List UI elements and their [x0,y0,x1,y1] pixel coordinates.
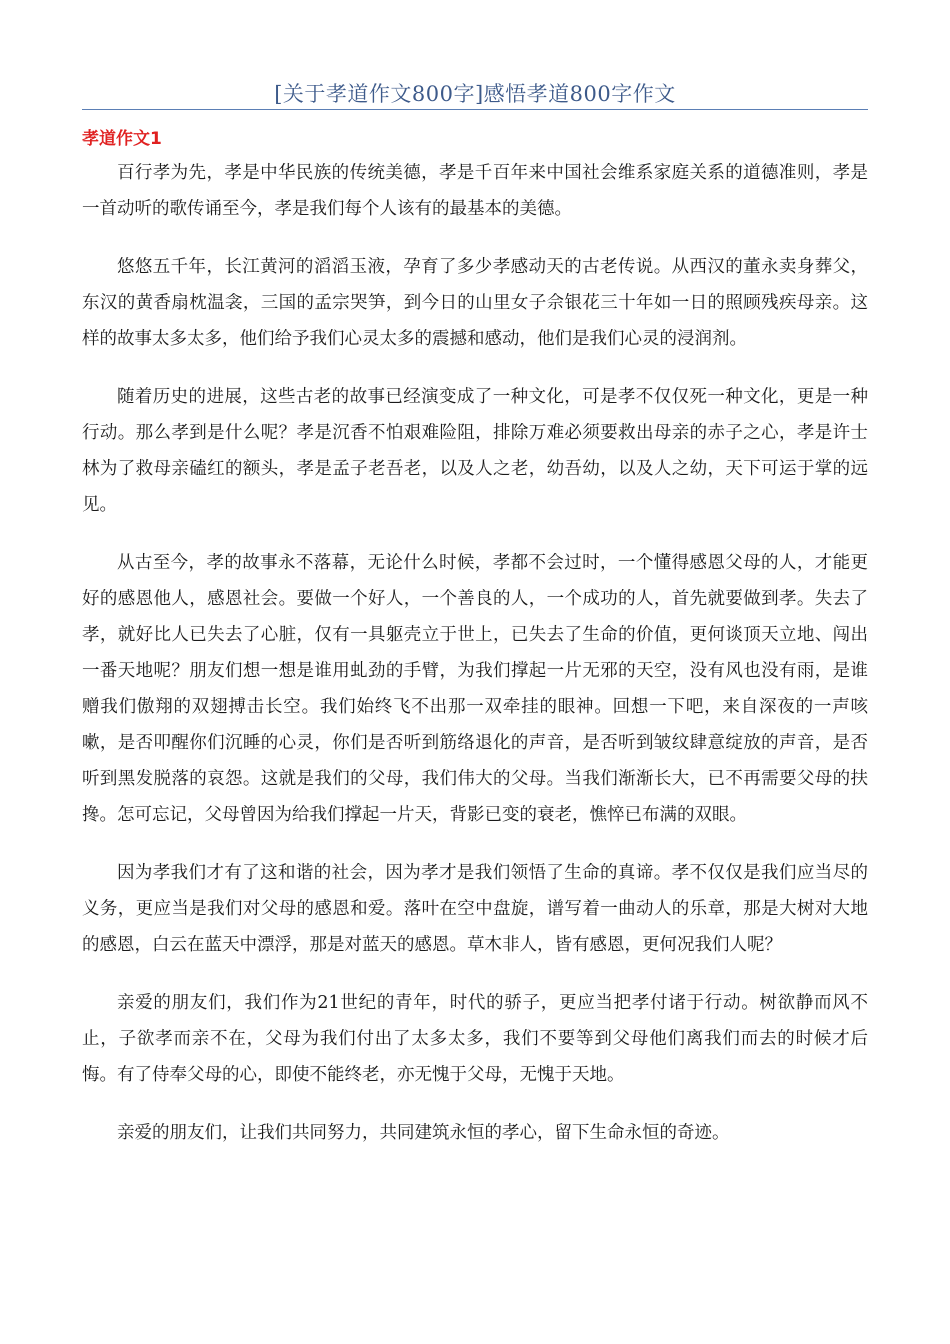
paragraph: 亲爱的朋友们，我们作为21世纪的青年，时代的骄子，更应当把孝付诸于行动。树欲静而风不止，子欲孝而亲不在，父母为我们付出了太多太多，我们不要等到父母他们离我们而去的时候才后悔。有了侍奉父母的心，即使不能终老，亦无愧于父母，无愧于天地。 [82,993,868,1085]
paragraph: 亲爱的朋友们，让我们共同努力，共同建筑永恒的孝心，留下生命永恒的奇迹。 [117,1123,730,1143]
paragraph: 从古至今，孝的故事永不落幕，无论什么时候，孝都不会过时，一个懂得感恩父母的人，才能更好的感恩他人，感恩社会。要做一个好人，一个善良的人，一个成功的人，首先就要做到孝。失去了孝，就好比人已失去了心脏，仅有一具躯壳立于世上，已失去了生命的价值，更何谈顶天立地、闯出一番天地呢？朋友们想一想是谁用虬劲的手臂，为我们撑起一片无邪的天空，没有风也没有雨，是谁赠我们傲翔的双翅搏击长空。我们始终飞不出那一双牵挂的眼神。回想一下吧，来自深夜的一声咳嗽，是否叩醒你们沉睡的心灵，你们是否听到筋络退化的声音，是否听到皱纹肆意绽放的声音，是否听到黑发脱落的哀怨。这就是我们的父母，我们伟大的父母。当我们渐渐长大，已不再需要父母的扶搀。怎可忘记，父母曾因为给我们撑起一片天，背影已变的衰老，憔悴已布满的双眼。 [82,553,868,825]
section-heading: 孝道作文1 [82,129,162,149]
document-title: [关于孝道作文800字]感悟孝道800字作文 [274,82,676,106]
essay-body [82,155,868,1173]
title-underline-rule [82,109,868,110]
paragraph: 百行孝为先，孝是中华民族的传统美德，孝是千百年来中国社会维系家庭关系的道德准则，孝是一首动听的歌传诵至今，孝是我们每个人该有的最基本的美德。 [82,163,868,219]
paragraph: 因为孝我们才有了这和谐的社会，因为孝才是我们领悟了生命的真谛。孝不仅仅是我们应当尽的义务，更应当是我们对父母的感恩和爱。落叶在空中盘旋，谱写着一曲动人的乐章，那是大树对大地的感恩，白云在蓝天中漂浮，那是对蓝天的感恩。草木非人，皆有感恩，更何况我们人呢？ [82,863,868,955]
paragraph: 悠悠五千年，长江黄河的滔滔玉液，孕育了多少孝感动天的古老传说。从西汉的董永卖身葬父，东汉的黄香扇枕温衾，三国的孟宗哭笋，到今日的山里女子佘银花三十年如一日的照顾残疾母亲。这样的故事太多太多，他们给予我们心灵太多的震撼和感动，他们是我们心灵的浸润剂。 [82,257,868,349]
paragraph: 随着历史的进展，这些古老的故事已经演变成了一种文化，可是孝不仅仅死一种文化，更是一种行动。那么孝到是什么呢？孝是沉香不怕艰难险阻，排除万难必须要救出母亲的赤子之心，孝是许士林为了救母亲磕红的额头，孝是孟子老吾老，以及人之老，幼吾幼，以及人之幼，天下可运于掌的远见。 [82,387,868,515]
